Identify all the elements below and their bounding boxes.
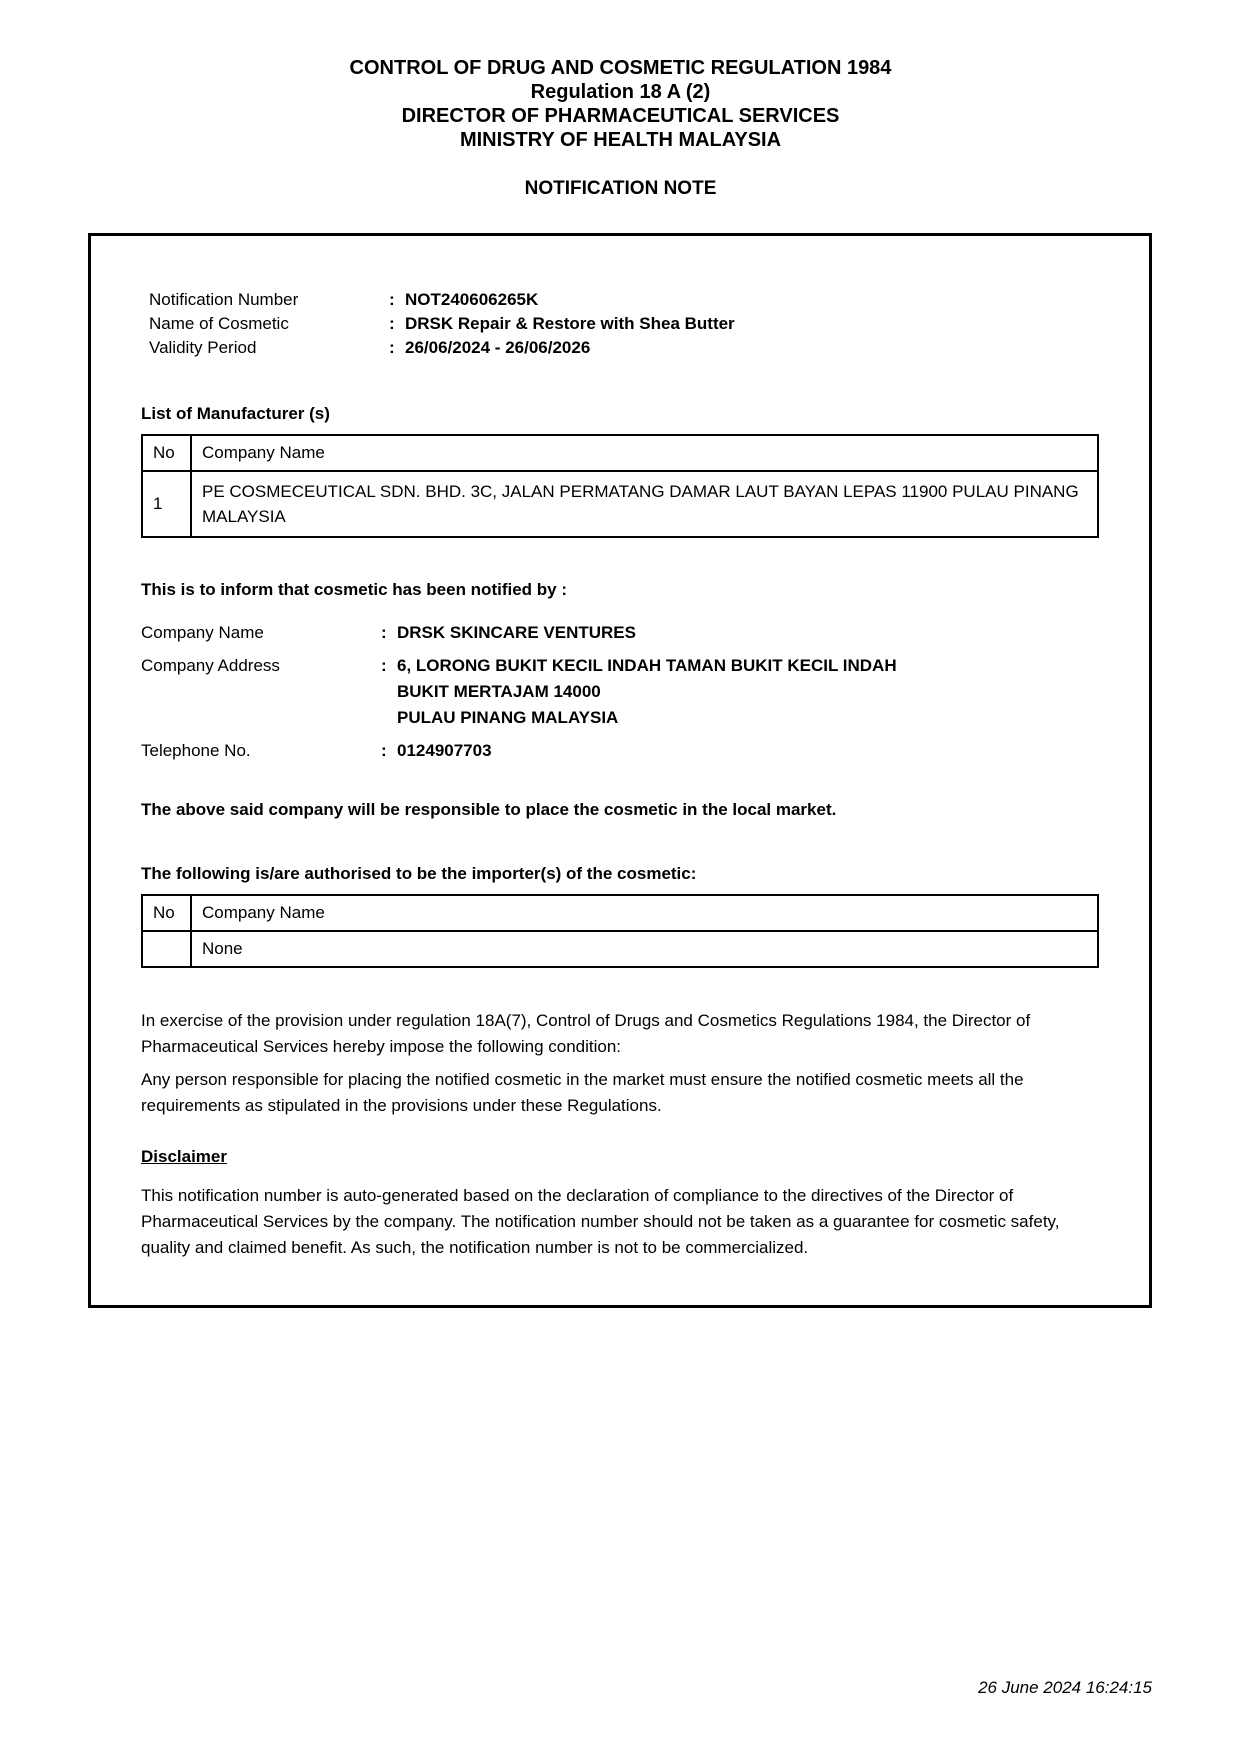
generated-timestamp: 26 June 2024 16:24:15: [978, 1678, 1152, 1697]
conditions-paragraph-1: In exercise of the provision under regulation 18A(7), Control of Drugs and Cosmetics Regulations 1984, the Director of Pharmaceutical Services hereby impose the following condition:: [141, 1011, 1031, 1056]
company-address-label: Company Address: [141, 656, 280, 675]
document-header: [0, 0, 1241, 152]
manufacturers-table-header-row: [142, 435, 1098, 471]
manufacturers-col-no: No: [142, 435, 191, 471]
importer-company-cell: None: [191, 931, 1098, 967]
notification-box: [88, 233, 1152, 1308]
importers-col-no: No: [142, 895, 191, 931]
notification-note-title: NOTIFICATION NOTE: [524, 178, 717, 199]
address-line-1: 6, LORONG BUKIT KECIL INDAH TAMAN BUKIT KECIL INDAH: [397, 656, 897, 675]
manufacturers-heading: List of Manufacturer (s): [141, 404, 330, 423]
validity-period-label: Validity Period: [149, 338, 257, 357]
company-address-value: [397, 653, 1099, 731]
notification-fields: [149, 288, 1099, 360]
colon-separator: :: [381, 741, 387, 760]
disclaimer-text: This notification number is auto-generated based on the declaration of compliance to the directives of the Director of Pharmaceutical Services by the company. The notification number should not be taken as a guarantee for cosmetic safety, quality and claimed benefit. As such, the notification number is not to be commercialized.: [141, 1186, 1060, 1257]
manufacturer-no-cell: 1: [142, 471, 191, 537]
notification-number-value: NOT240606265K: [405, 290, 539, 309]
colon-separator: :: [381, 623, 387, 642]
notified-by-heading: This is to inform that cosmetic has been notified by :: [141, 580, 567, 599]
header-regulation-act: CONTROL OF DRUG AND COSMETIC REGULATION 1984: [349, 57, 892, 79]
cosmetic-name-row: [149, 312, 1099, 336]
header-director: DIRECTOR OF PHARMACEUTICAL SERVICES: [401, 105, 840, 127]
address-line-3: PULAU PINANG MALAYSIA: [397, 708, 619, 727]
responsibility-statement: The above said company will be responsible to place the cosmetic in the local market.: [141, 800, 837, 819]
header-regulation-section: Regulation 18 A (2): [530, 81, 711, 103]
importers-table: [141, 894, 1099, 968]
telephone-value: 0124907703: [397, 741, 492, 760]
company-name-row: [141, 620, 1099, 646]
header-ministry: MINISTRY OF HEALTH MALAYSIA: [459, 129, 782, 151]
company-address-row: [141, 653, 1099, 731]
notification-number-label: Notification Number: [149, 290, 299, 309]
colon-separator: :: [389, 290, 395, 309]
importer-row: [142, 931, 1098, 967]
validity-period-value: 26/06/2024 - 26/06/2026: [405, 338, 591, 357]
notification-number-row: [149, 288, 1099, 312]
importer-no-cell: [142, 931, 191, 967]
disclaimer-heading: Disclaimer: [141, 1147, 227, 1166]
validity-period-row: [149, 336, 1099, 360]
telephone-label: Telephone No.: [141, 741, 251, 760]
importers-heading: The following is/are authorised to be the importer(s) of the cosmetic:: [141, 864, 697, 883]
cosmetic-name-value: DRSK Repair & Restore with Shea Butter: [405, 314, 735, 333]
telephone-row: [141, 738, 1099, 764]
manufacturer-company-cell: PE COSMECEUTICAL SDN. BHD. 3C, JALAN PERMATANG DAMAR LAUT BAYAN LEPAS 11900 PULAU PINANG MALAYSIA: [191, 471, 1098, 537]
cosmetic-name-label: Name of Cosmetic: [149, 314, 289, 333]
notified-by-fields: [141, 620, 1099, 764]
company-name-value: DRSK SKINCARE VENTURES: [397, 623, 636, 642]
importers-col-company: Company Name: [191, 895, 1098, 931]
address-line-2: BUKIT MERTAJAM 14000: [397, 682, 601, 701]
manufacturer-row: [142, 471, 1098, 537]
conditions-paragraph-2: Any person responsible for placing the notified cosmetic in the market must ensure the notified cosmetic meets all the requirements as stipulated in the provisions under these Regulations.: [141, 1070, 1024, 1115]
colon-separator: :: [389, 314, 395, 333]
manufacturers-table: [141, 434, 1099, 538]
manufacturers-col-company: Company Name: [191, 435, 1098, 471]
colon-separator: :: [389, 338, 395, 357]
colon-separator: :: [381, 656, 387, 675]
company-name-label: Company Name: [141, 623, 264, 642]
importers-table-header-row: [142, 895, 1098, 931]
